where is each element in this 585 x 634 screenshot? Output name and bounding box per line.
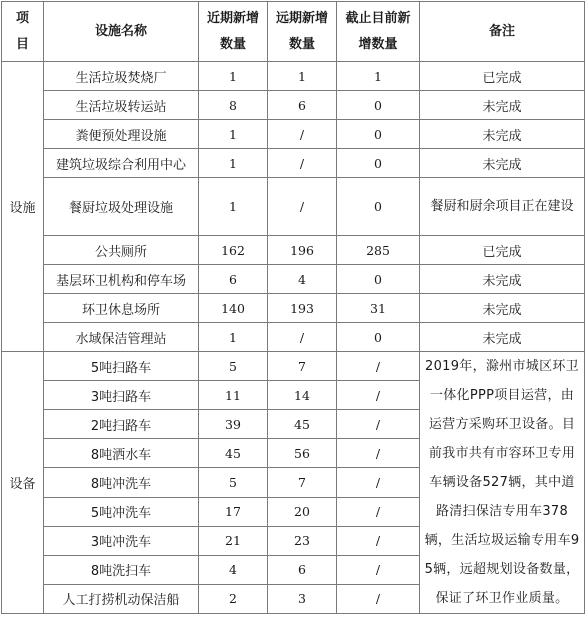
row-near: 162 bbox=[199, 236, 268, 265]
row-near: 1 bbox=[199, 120, 268, 149]
row-near: 140 bbox=[199, 294, 268, 323]
row-current: 0 bbox=[337, 265, 420, 294]
row-current: / bbox=[337, 584, 420, 613]
row-current: / bbox=[337, 439, 420, 468]
row-name: 环卫休息场所 bbox=[44, 294, 199, 323]
row-name: 餐厨垃圾处理设施 bbox=[44, 178, 199, 236]
table-row bbox=[2, 294, 585, 323]
row-name: 8吨冲洗车 bbox=[44, 468, 199, 497]
row-near: 4 bbox=[199, 555, 268, 584]
table-row bbox=[2, 62, 585, 91]
table-row bbox=[2, 236, 585, 265]
header-near: 近期新增数量 bbox=[199, 2, 268, 62]
row-far: 1 bbox=[268, 62, 337, 91]
row-near: 1 bbox=[199, 323, 268, 352]
row-name: 建筑垃圾综合利用中心 bbox=[44, 149, 199, 178]
row-remark: 未完成 bbox=[420, 91, 585, 120]
table-row bbox=[2, 91, 585, 120]
header-name: 设施名称 bbox=[44, 2, 199, 62]
equipment-remark: 2019年，滁州市城区环卫一体化PPP项目运营，由运营方采购环卫设备。目前我市共有市容环卫专用车辆设备527辆，其中道路清扫保洁专用车378辆，生活垃圾运输专用车95辆，远超规划设备数量，保证了环卫作业质量。 bbox=[420, 352, 585, 614]
row-name: 5吨冲洗车 bbox=[44, 497, 199, 526]
row-near: 5 bbox=[199, 468, 268, 497]
row-far: 196 bbox=[268, 236, 337, 265]
row-name: 8吨洒水车 bbox=[44, 439, 199, 468]
table-row bbox=[2, 352, 585, 381]
row-current: 285 bbox=[337, 236, 420, 265]
table-row bbox=[2, 265, 585, 294]
row-far: 193 bbox=[268, 294, 337, 323]
row-near: 17 bbox=[199, 497, 268, 526]
header-item: 项目 bbox=[2, 2, 44, 62]
row-name: 基层环卫机构和停车场 bbox=[44, 265, 199, 294]
row-far: / bbox=[268, 120, 337, 149]
row-near: 1 bbox=[199, 62, 268, 91]
table-row bbox=[2, 120, 585, 149]
row-far: 6 bbox=[268, 91, 337, 120]
row-name: 粪便预处理设施 bbox=[44, 120, 199, 149]
row-name: 3吨冲洗车 bbox=[44, 526, 199, 555]
row-name: 8吨洗扫车 bbox=[44, 555, 199, 584]
row-near: 5 bbox=[199, 352, 268, 381]
row-near: 6 bbox=[199, 265, 268, 294]
row-current: / bbox=[337, 468, 420, 497]
row-remark: 未完成 bbox=[420, 149, 585, 178]
header-row bbox=[2, 2, 585, 62]
row-near: 1 bbox=[199, 178, 268, 236]
row-current: 0 bbox=[337, 323, 420, 352]
row-near: 39 bbox=[199, 410, 268, 439]
row-far: 6 bbox=[268, 555, 337, 584]
row-current: / bbox=[337, 497, 420, 526]
row-name: 2吨扫路车 bbox=[44, 410, 199, 439]
section-label-facilities: 设施 bbox=[2, 62, 44, 352]
table-row bbox=[2, 323, 585, 352]
row-far: 20 bbox=[268, 497, 337, 526]
row-current: 1 bbox=[337, 62, 420, 91]
table-row bbox=[2, 178, 585, 236]
row-near: 8 bbox=[199, 91, 268, 120]
table-row bbox=[2, 149, 585, 178]
row-far: 14 bbox=[268, 381, 337, 410]
row-near: 2 bbox=[199, 584, 268, 613]
row-far: 56 bbox=[268, 439, 337, 468]
row-near: 21 bbox=[199, 526, 268, 555]
row-name: 3吨扫路车 bbox=[44, 381, 199, 410]
row-remark: 未完成 bbox=[420, 120, 585, 149]
row-remark: 已完成 bbox=[420, 62, 585, 91]
row-far: 23 bbox=[268, 526, 337, 555]
row-current: 31 bbox=[337, 294, 420, 323]
row-name: 水域保洁管理站 bbox=[44, 323, 199, 352]
row-near: 45 bbox=[199, 439, 268, 468]
row-name: 生活垃圾焚烧厂 bbox=[44, 62, 199, 91]
row-far: / bbox=[268, 323, 337, 352]
row-current: 0 bbox=[337, 91, 420, 120]
row-current: / bbox=[337, 381, 420, 410]
row-current: / bbox=[337, 352, 420, 381]
facility-equipment-table bbox=[1, 1, 585, 614]
row-remark: 餐厨和厨余项目正在建设 bbox=[420, 178, 585, 236]
row-near: 1 bbox=[199, 149, 268, 178]
row-current: 0 bbox=[337, 120, 420, 149]
row-current: / bbox=[337, 526, 420, 555]
row-far: 7 bbox=[268, 352, 337, 381]
row-current: 0 bbox=[337, 178, 420, 236]
row-far: / bbox=[268, 149, 337, 178]
header-far: 远期新增数量 bbox=[268, 2, 337, 62]
row-name: 5吨扫路车 bbox=[44, 352, 199, 381]
row-remark: 已完成 bbox=[420, 236, 585, 265]
header-remark: 备注 bbox=[420, 2, 585, 62]
row-name: 生活垃圾转运站 bbox=[44, 91, 199, 120]
row-far: 7 bbox=[268, 468, 337, 497]
row-remark: 未完成 bbox=[420, 265, 585, 294]
header-current: 截止目前新增数量 bbox=[337, 2, 420, 62]
row-current: / bbox=[337, 555, 420, 584]
row-far: 3 bbox=[268, 584, 337, 613]
section-label-equipment: 设备 bbox=[2, 352, 44, 614]
row-remark: 未完成 bbox=[420, 323, 585, 352]
row-current: 0 bbox=[337, 149, 420, 178]
row-current: / bbox=[337, 410, 420, 439]
row-far: / bbox=[268, 178, 337, 236]
row-far: 4 bbox=[268, 265, 337, 294]
row-name: 公共厕所 bbox=[44, 236, 199, 265]
row-near: 11 bbox=[199, 381, 268, 410]
row-far: 45 bbox=[268, 410, 337, 439]
row-remark: 未完成 bbox=[420, 294, 585, 323]
row-name: 人工打捞机动保洁船 bbox=[44, 584, 199, 613]
